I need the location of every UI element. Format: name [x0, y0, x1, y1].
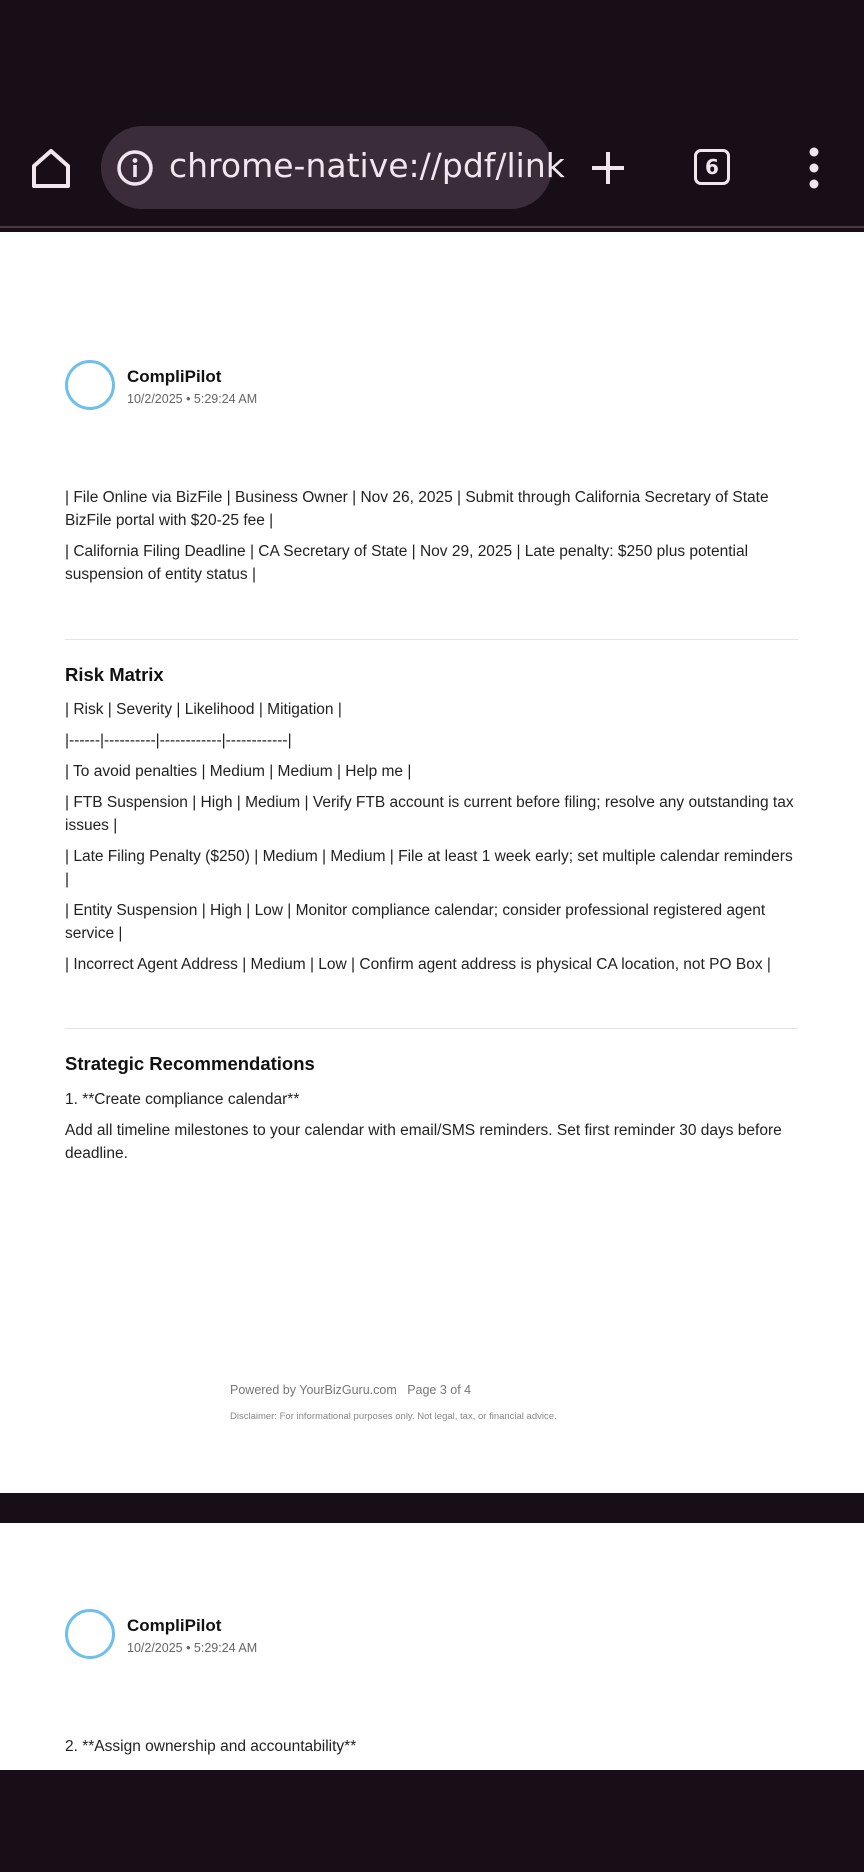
home-icon [28, 145, 74, 191]
risk-matrix-row: | Risk | Severity | Likelihood | Mitigation | [65, 701, 342, 718]
page-number: Page 3 of 4 [407, 1383, 472, 1397]
section-divider [65, 639, 798, 640]
more-vert-icon [806, 146, 822, 190]
risk-matrix-row: |------|----------|------------|------------| [65, 732, 292, 749]
timestamp: 10/2/2025 • 5:29:24 AM [127, 392, 258, 406]
home-button[interactable] [28, 145, 74, 191]
author-name: CompliPilot [127, 1616, 222, 1635]
tab-switcher-button[interactable] [694, 149, 730, 185]
avatar [65, 360, 115, 410]
timeline-row: | File Online via BizFile | Business Owner | Nov 26, 2025 | Submit through California Secretary of State BizFile portal with $20-25 fee | [65, 489, 769, 529]
toolbar-divider [0, 226, 864, 228]
recommendation-title: 1. **Create compliance calendar** [65, 1091, 300, 1108]
risk-matrix-row: | Incorrect Agent Address | Medium | Low | Confirm agent address is physical CA location, not PO Box | [65, 956, 771, 973]
author-name: CompliPilot [127, 367, 222, 386]
info-icon[interactable] [115, 148, 155, 188]
risk-matrix-heading: Risk Matrix [65, 664, 164, 685]
browser-toolbar [0, 0, 864, 226]
powered-by-text: Powered by YourBizGuru.com [230, 1383, 397, 1397]
recommendation-body: Add all timeline milestones to your calendar with email/SMS reminders. Set first reminder 30 days before deadline. [65, 1122, 782, 1162]
recommendation-title: 2. **Assign ownership and accountability** [65, 1738, 357, 1755]
risk-matrix-row: | To avoid penalties | Medium | Medium | Help me | [65, 763, 412, 780]
page-footer [230, 1383, 471, 1397]
more-options-button[interactable] [806, 146, 822, 190]
timestamp: 10/2/2025 • 5:29:24 AM [127, 1641, 258, 1655]
disclaimer: Disclaimer: For informational purposes only. Not legal, tax, or financial advice. [230, 1411, 557, 1422]
plus-icon [588, 148, 628, 188]
new-tab-button[interactable] [588, 148, 628, 188]
risk-matrix-row: | Late Filing Penalty ($250) | Medium | Medium | File at least 1 week early; set multiple calendar reminders | [65, 848, 793, 888]
section-divider [65, 1028, 798, 1029]
recommendations-heading: Strategic Recommendations [65, 1053, 315, 1074]
address-bar[interactable] [101, 126, 565, 209]
pdf-page[interactable] [0, 244, 864, 1493]
previous-page-edge [0, 232, 864, 244]
risk-matrix-row: | Entity Suspension | High | Low | Monitor compliance calendar; consider professional registered agent service | [65, 902, 766, 942]
pdf-page[interactable] [0, 1523, 864, 1770]
tab-count: 6 [705, 155, 719, 179]
timeline-row: | California Filing Deadline | CA Secretary of State | Nov 29, 2025 | Late penalty: $250 plus potential suspension of entity status | [65, 543, 749, 583]
risk-matrix-row: | FTB Suspension | High | Medium | Verify FTB account is current before filing; resolve any outstanding tax issues | [65, 794, 794, 834]
avatar [65, 1609, 115, 1659]
url-text[interactable]: chrome-native://pdf/link [169, 146, 565, 185]
